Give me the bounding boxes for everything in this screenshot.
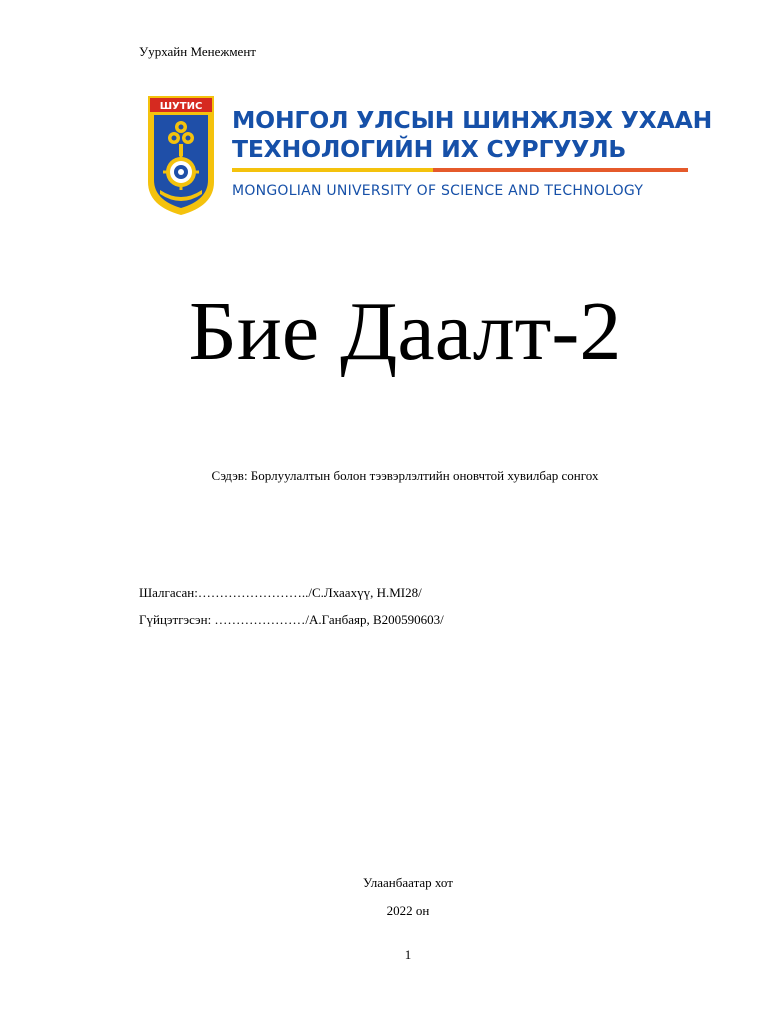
document-topic: Сэдэв: Борлуулалтын болон тээвэрлэлтийн оновчтой хувилбар сонгох: [211, 468, 599, 483]
university-name: [232, 106, 713, 164]
divider-orange-segment: [433, 168, 688, 172]
university-name-english: MONGOLIAN UNIVERSITY OF SCIENCE AND TECHNOLOGY: [232, 183, 644, 199]
divider-yellow-segment: [232, 168, 433, 172]
performer-line: Гүйцэтгэсэн: …………………/А.Ганбаяр, B200590603/: [139, 612, 444, 627]
header-course-name: Уурхайн Менежмент: [139, 44, 256, 59]
emblem-label: ШУТИС: [159, 101, 203, 112]
university-logo: [146, 94, 713, 218]
footer-city: Улаанбаатар хот: [363, 875, 453, 890]
document-title: Бие Даалт-2: [188, 285, 622, 378]
university-name-line1: МОНГОЛ УЛСЫН ШИНЖЛЭХ УХААН: [232, 106, 713, 134]
checker-line: Шалгасан:……………………../С.Лхаахүү, Н.МI28/: [139, 585, 422, 600]
page-number: 1: [404, 947, 412, 962]
logo-divider: [232, 168, 688, 172]
university-emblem-icon: [146, 94, 216, 216]
footer-year: 2022 он: [386, 903, 430, 918]
university-name-line2: ТЕХНОЛОГИЙН ИХ СУРГУУЛЬ: [232, 135, 627, 163]
